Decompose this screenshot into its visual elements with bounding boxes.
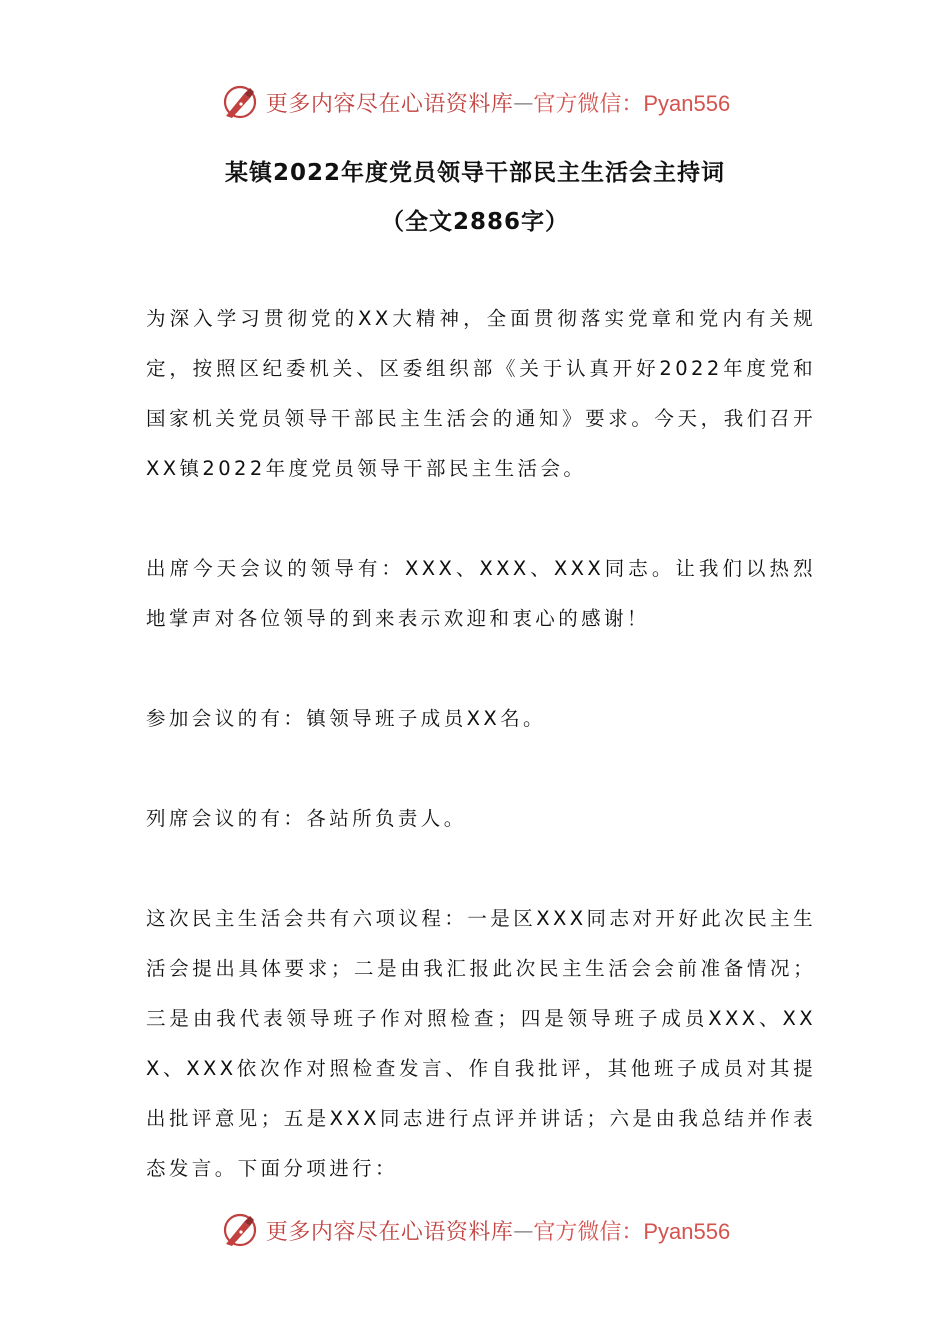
watermark-text: 更多内容尽在心语资料库: [265, 1219, 514, 1245]
watermark-contact: 官方微信：Pyan556: [533, 90, 731, 116]
paragraph-observers: 列席会议的有：各站所负责人。: [146, 807, 467, 830]
document-body: [146, 294, 816, 1244]
paragraph-intro: 为深入学习贯彻党的XX大精神，全面贯彻落实党章和党内有关规定，按照区纪委机关、区委组织部《关于认真开好2022年度党和国家机关党员领导干部民主生活会的通知》要求。今天，我们召开XX镇2022年度党员领导干部民主生活会。: [146, 307, 816, 480]
watermark-footer: [0, 1208, 950, 1252]
document-title: 某镇2022年度党员领导干部民主生活会主持词: [224, 160, 725, 186]
pen-nib-logo-icon: [220, 1210, 260, 1250]
document-subtitle: （全文2886字）: [380, 209, 569, 235]
watermark-contact: 官方微信：Pyan556: [533, 1218, 731, 1244]
watermark-text: 更多内容尽在心语资料库: [265, 91, 514, 117]
paragraph-agenda: 这次民主生活会共有六项议程：一是区XXX同志对开好此次民主生活会提出具体要求；二是由我汇报此次民主生活会会前准备情况；三是由我代表领导班子作对照检查；四是领导班子成员XXX、XXX、XXX依次作对照检查发言、作自我批评，其他班子成员对其提出批评意见；五是XXX同志进行点评并讲话；六是由我总结并作表态发言。下面分项进行：: [146, 907, 816, 1180]
watermark-header: [0, 80, 950, 124]
watermark-separator: —: [513, 90, 534, 114]
pen-nib-logo-icon: [220, 82, 260, 122]
paragraph-participants: 参加会议的有：镇领导班子成员XX名。: [146, 707, 546, 730]
watermark-separator: —: [513, 1218, 534, 1242]
paragraph-attending-leaders: 出席今天会议的领导有：XXX、XXX、XXX同志。让我们以热烈地掌声对各位领导的到来表示欢迎和衷心的感谢！: [146, 557, 816, 630]
